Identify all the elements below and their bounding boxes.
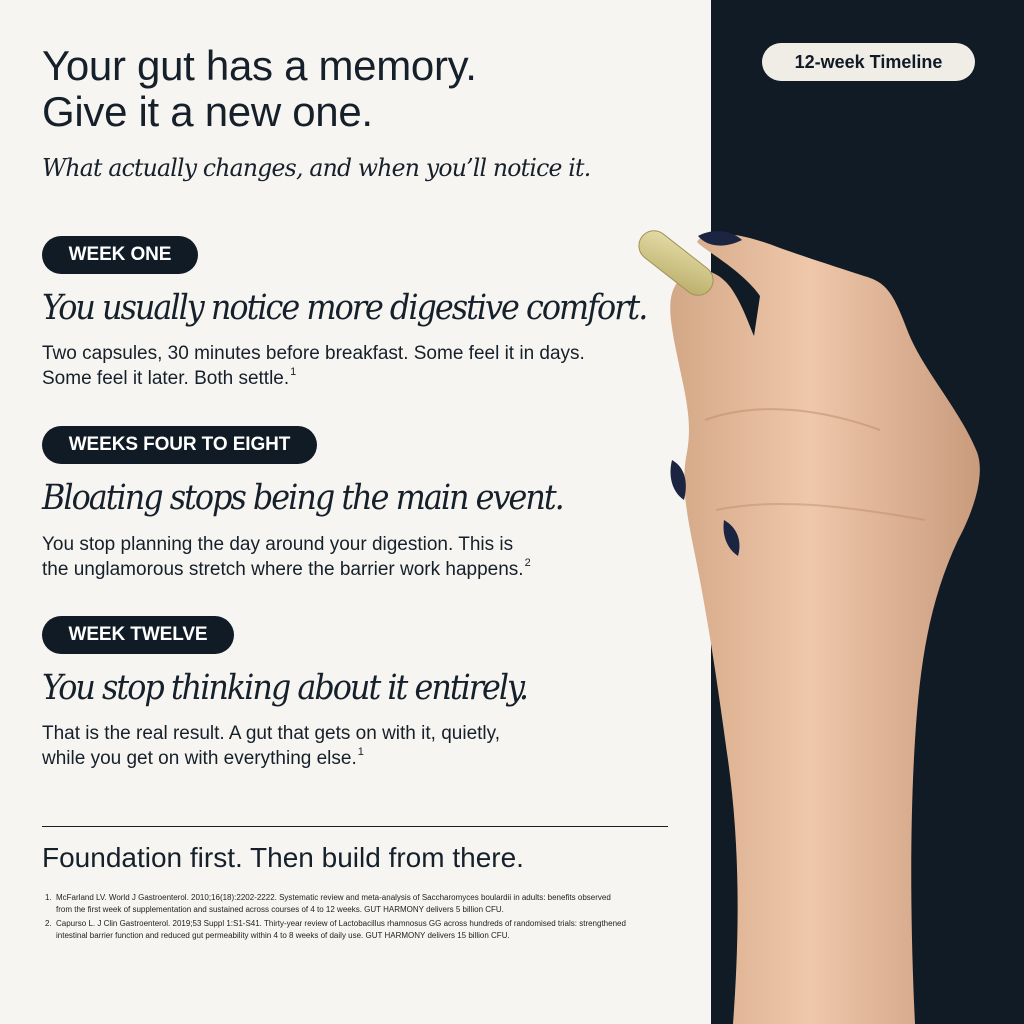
footnote-marker: 1 <box>290 365 297 378</box>
week-twelve-body-line-2 <box>42 746 500 771</box>
reference-line-2: intestinal barrier function and reduced gut permeability within 4 to 8 weeks of daily use. GUT HARMONY delivers 15 billion CFU. <box>56 931 510 940</box>
footnote-marker: 2 <box>524 556 531 569</box>
weeks-four-to-eight-body-line-2 <box>42 557 531 582</box>
timeline-badge: 12-week Timeline <box>762 43 975 81</box>
page-subtitle: What actually changes, and when you’ll notice it. <box>42 154 591 182</box>
reference-number: 2. <box>45 919 52 928</box>
week-one-body-line-2 <box>42 366 585 391</box>
weeks-four-to-eight-body-line-2-text: the unglamorous stretch where the barrier work happens. <box>42 559 524 580</box>
week-twelve-label: WEEK TWELVE <box>42 616 234 654</box>
week-twelve-body-line-2-text: while you get on with everything else. <box>42 748 357 769</box>
week-one-label: WEEK ONE <box>42 236 198 274</box>
weeks-four-to-eight-body <box>42 532 531 582</box>
page-title-line-1: Your gut has a memory. <box>42 42 477 89</box>
footnote-marker: 1 <box>357 745 364 758</box>
weeks-four-to-eight-headline: Bloating stops being the main event. <box>42 478 563 518</box>
footer-tagline: Foundation first. Then build from there. <box>42 842 524 873</box>
week-one-body <box>42 341 585 391</box>
references-list <box>45 892 675 944</box>
divider <box>42 826 668 827</box>
week-one-body-line-2-text: Some feel it later. Both settle. <box>42 368 290 389</box>
reference-text <box>56 918 675 942</box>
weeks-four-to-eight-label: WEEKS FOUR TO EIGHT <box>42 426 317 464</box>
reference-item-2 <box>45 918 675 942</box>
week-one-body-line-1: Two capsules, 30 minutes before breakfast. Some feel it in days. <box>42 343 585 364</box>
weeks-four-to-eight-body-line-1: You stop planning the day around your digestion. This is <box>42 534 514 555</box>
week-twelve-headline: You stop thinking about it entirely. <box>42 668 527 708</box>
reference-line-1: Capurso L. J Clin Gastroenterol. 2019;53 Suppl 1:S1-S41. Thirty-year review of Lactobacillus rhamnosus GG across hundreds of randomised trials: strengthened <box>56 919 626 928</box>
week-one-headline: You usually notice more digestive comfort. <box>42 288 647 328</box>
reference-line-1: McFarland LV. World J Gastroenterol. 2010;16(18):2202-2222. Systematic review and meta-analysis of Saccharomyces boulardii in adults: benefits observed <box>56 893 611 902</box>
finger-nail-1 <box>671 460 686 500</box>
page-title <box>42 43 662 135</box>
reference-line-2: from the first week of supplementation and sustained across courses of 4 to 12 weeks. GUT HARMONY delivers 5 billion CFU. <box>56 905 504 914</box>
reference-text <box>56 892 675 916</box>
hand-shape <box>670 233 980 1024</box>
page-title-line-2: Give it a new one. <box>42 88 373 135</box>
week-twelve-body <box>42 721 500 771</box>
reference-item-1 <box>45 892 675 916</box>
reference-number: 1. <box>45 893 52 902</box>
week-twelve-body-line-1: That is the real result. A gut that gets on with it, quietly, <box>42 723 501 744</box>
